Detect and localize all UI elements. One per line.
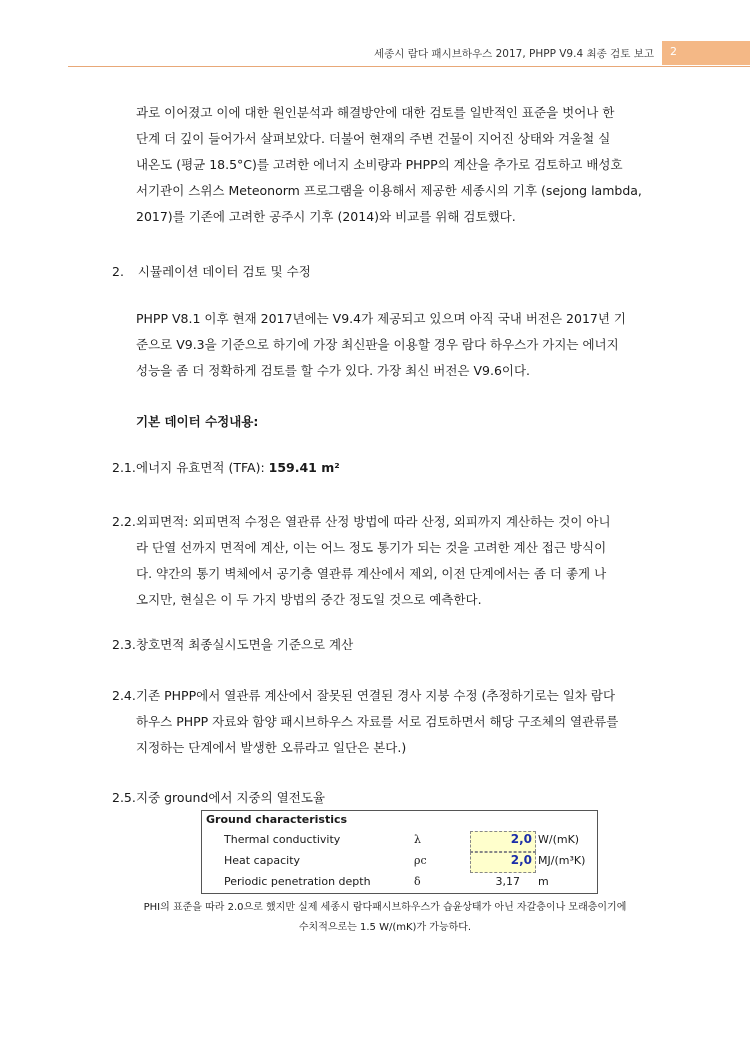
text-line: 지정하는 단계에서 발생한 오류라고 일단은 본다.)	[136, 740, 407, 755]
item-2-1	[136, 455, 658, 481]
tfa-value: 159.41 m²	[268, 460, 340, 475]
heat-capacity-value[interactable]: 2,0	[510, 853, 532, 867]
item-text: 에너지 유효면적 (TFA):	[136, 460, 269, 475]
text-line: 라 단열 선까지 면적에 계산, 이는 어느 정도 통기가 되는 것을 고려한 계산 접근 방식이	[136, 540, 607, 555]
item-2-3	[136, 632, 658, 658]
text-line: 외피면적: 외피면적 수정은 열관류 산정 방법에 따라 산정, 외피까지 계산하는 것이 아니	[136, 514, 611, 529]
ground-characteristics-table	[201, 810, 598, 894]
text-line: 지중 ground에서 지중의 열전도율	[136, 790, 325, 805]
section-title: 시뮬레이션 데이터 검토 및 수정	[137, 264, 311, 279]
text-line: 성능을 좀 더 정확하게 검토를 할 수가 있다. 가장 최신 버전은 V9.6이다.	[136, 363, 531, 378]
intro-paragraph	[136, 100, 658, 230]
text-line: 2017)를 기존에 고려한 공주시 기후 (2014)와 비교를 위해 검토했다.	[136, 209, 516, 224]
item-2-5	[136, 785, 658, 811]
basic-data-heading: 기본 데이터 수정내용:	[136, 414, 259, 429]
item-number: 2.2.	[112, 514, 136, 529]
text-line: 오지만, 현실은 이 두 가지 방법의 중간 정도일 것으로 예측한다.	[136, 592, 482, 607]
page-number-badge	[662, 41, 750, 65]
row-label: Thermal conductivity	[224, 833, 341, 846]
text-line: 서기관이 스위스 Meteonorm 프로그램을 이용해서 제공한 세종시의 기후 (sejong lambda,	[136, 183, 642, 198]
penetration-depth-value: 3,17	[495, 875, 520, 888]
row-symbol: λ	[414, 833, 421, 846]
caption-line: PHI의 표준을 따라 2.0으로 했지만 실제 세종시 람다패시브하우스가 습윤상태가 아닌 자갈층이나 모래층이기에	[143, 902, 627, 913]
text-line: PHPP V8.1 이후 현재 2017년에는 V9.4가 제공되고 있으며 아직 국내 버전은 2017년 기	[136, 311, 626, 326]
row-unit: m	[538, 875, 549, 888]
item-2-4	[136, 683, 658, 761]
row-label: Periodic penetration depth	[224, 875, 371, 888]
item-2-2	[136, 509, 658, 613]
text-line: 기존 PHPP에서 열관류 계산에서 잘못된 연결된 경사 지붕 수정 (추정하기로는 일차 람다	[136, 688, 616, 703]
item-number: 2.5.	[112, 790, 136, 805]
page-number: 2	[670, 45, 677, 58]
section-number: 2.	[112, 264, 124, 279]
text-line: 창호면적 최종실시도면을 기준으로 계산	[136, 637, 354, 652]
item-number: 2.4.	[112, 688, 136, 703]
text-line: 과로 이어졌고 이에 대한 원인분석과 해결방안에 대한 검토를 일반적인 표준을 벗어나 한	[136, 105, 615, 120]
thermal-conductivity-value[interactable]: 2,0	[510, 832, 532, 846]
header-title: 세종시 람다 패시브하우스 2017, PHPP V9.4 최종 검토 보고	[374, 48, 654, 60]
row-symbol: δ	[414, 875, 421, 888]
text-line: 하우스 PHPP 자료와 함양 패시브하우스 자료를 서로 검토하면서 해당 구조체의 열관류를	[136, 714, 619, 729]
header-rule	[68, 66, 750, 67]
item-number: 2.3.	[112, 637, 136, 652]
phpp-paragraph	[136, 306, 658, 384]
row-label: Heat capacity	[224, 854, 301, 867]
caption-line: 수치적으로는 1.5 W/(mK)가 가능하다.	[298, 922, 472, 933]
row-unit: W/(mK)	[538, 833, 580, 846]
row-symbol: ρc	[414, 854, 427, 867]
text-line: 준으로 V9.3을 기준으로 하기에 가장 최신판을 이용할 경우 람다 하우스가 가지는 에너지	[136, 337, 619, 352]
table-title: Ground characteristics	[206, 813, 348, 826]
text-line: 다. 약간의 통기 벽체에서 공기층 열관류 계산에서 제외, 이전 단계에서는 좀 더 좋게 나	[136, 566, 607, 581]
row-unit: MJ/(m³K)	[538, 854, 586, 867]
text-line: 내온도 (평균 18.5°C)를 고려한 에너지 소비량과 PHPP의 계산을 추가로 검토하고 배성호	[136, 157, 623, 172]
item-number: 2.1.	[112, 460, 136, 475]
section-2-heading	[112, 262, 311, 280]
text-line: 단계 더 깊이 들어가서 살펴보았다. 더불어 현재의 주변 건물이 지어진 상태와 겨울철 실	[136, 131, 611, 146]
table-caption	[100, 898, 670, 938]
